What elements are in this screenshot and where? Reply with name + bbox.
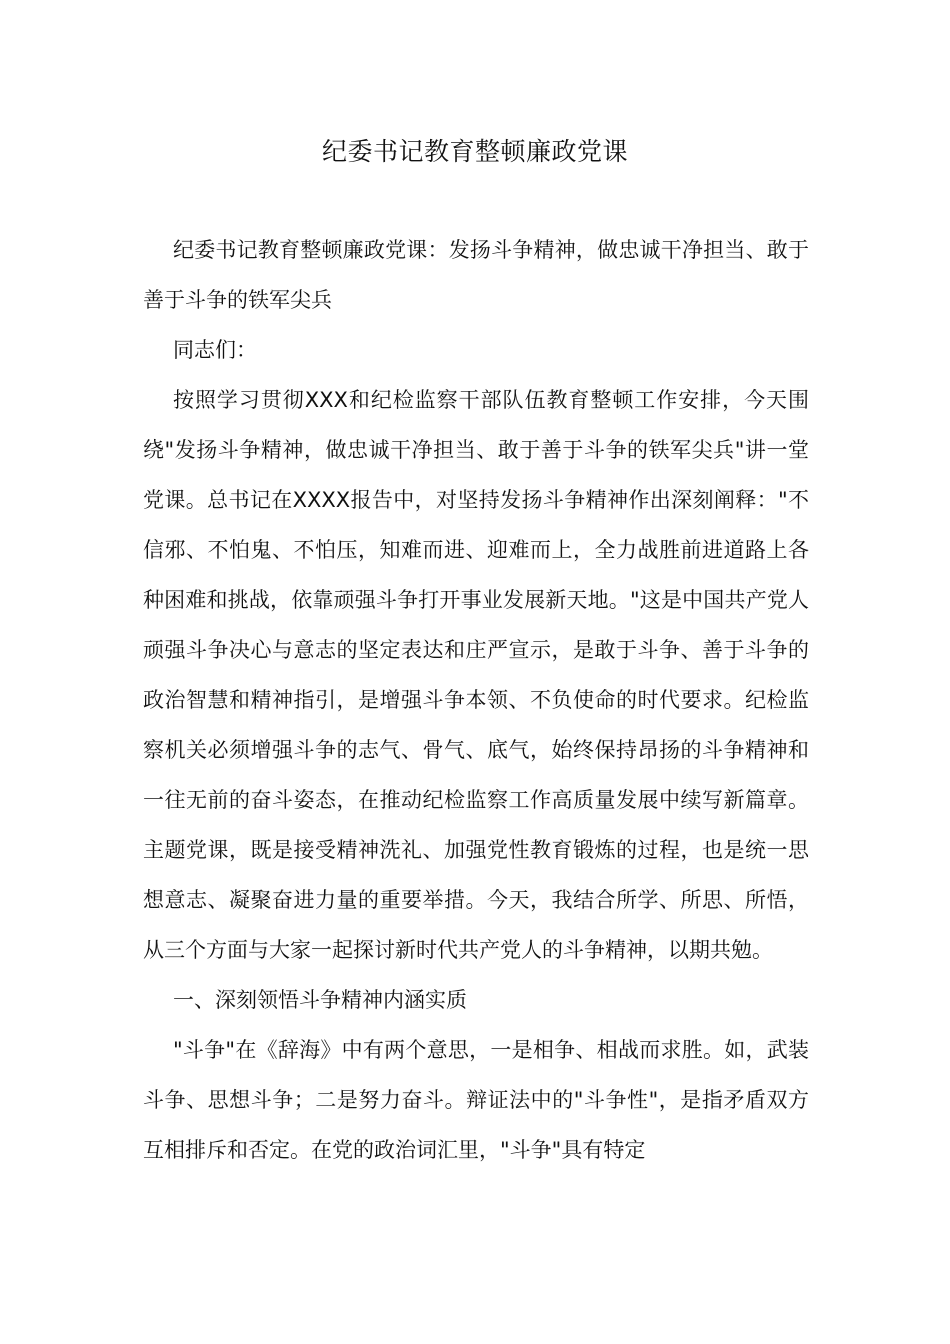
section-heading: 一、深刻领悟斗争精神内涵实质	[173, 988, 467, 1012]
document-title: 纪委书记教育整顿廉政党课	[321, 137, 628, 166]
subtitle-paragraph: 纪委书记教育整顿廉政党课：发扬斗争精神，做忠诚干净担当、敢于善于斗争的铁军尖兵	[143, 238, 809, 312]
section-paragraph: "斗争"在《辞海》中有两个意思，一是相争、相战而求胜。如，武装斗争、思想斗争；二是努力奋斗。辩证法中的"斗争性"，是指矛盾双方互相排斥和否定。在党的政治词汇里，"斗争"具有特定	[143, 1038, 809, 1162]
salutation-paragraph: 同志们：	[173, 338, 257, 362]
document-body	[143, 225, 809, 1175]
intro-paragraph: 按照学习贯彻XXX和纪检监察干部队伍教育整顿工作安排，今天围绕"发扬斗争精神，做忠诚干净担当、敢于善于斗争的铁军尖兵"讲一堂党课。总书记在XXXX报告中，对坚持发扬斗争精神作出深刻阐释："不信邪、不怕鬼、不怕压，知难而进、迎难而上，全力战胜前进道路上各种困难和挑战，依靠顽强斗争打开事业发展新天地。"这是中国共产党人顽强斗争决心与意志的坚定表达和庄严宣示，是敢于斗争、善于斗争的政治智慧和精神指引，是增强斗争本领、不负使命的时代要求。纪检监察机关必须增强斗争的志气、骨气、底气，始终保持昂扬的斗争精神和一往无前的奋斗姿态，在推动纪检监察工作高质量发展中续写新篇章。主题党课，既是接受精神洗礼、加强党性教育锻炼的过程，也是统一思想意志、凝聚奋进力量的重要举措。今天，我结合所学、所思、所悟，从三个方面与大家一起探讨新时代共产党人的斗争精神，以期共勉。	[143, 388, 809, 962]
